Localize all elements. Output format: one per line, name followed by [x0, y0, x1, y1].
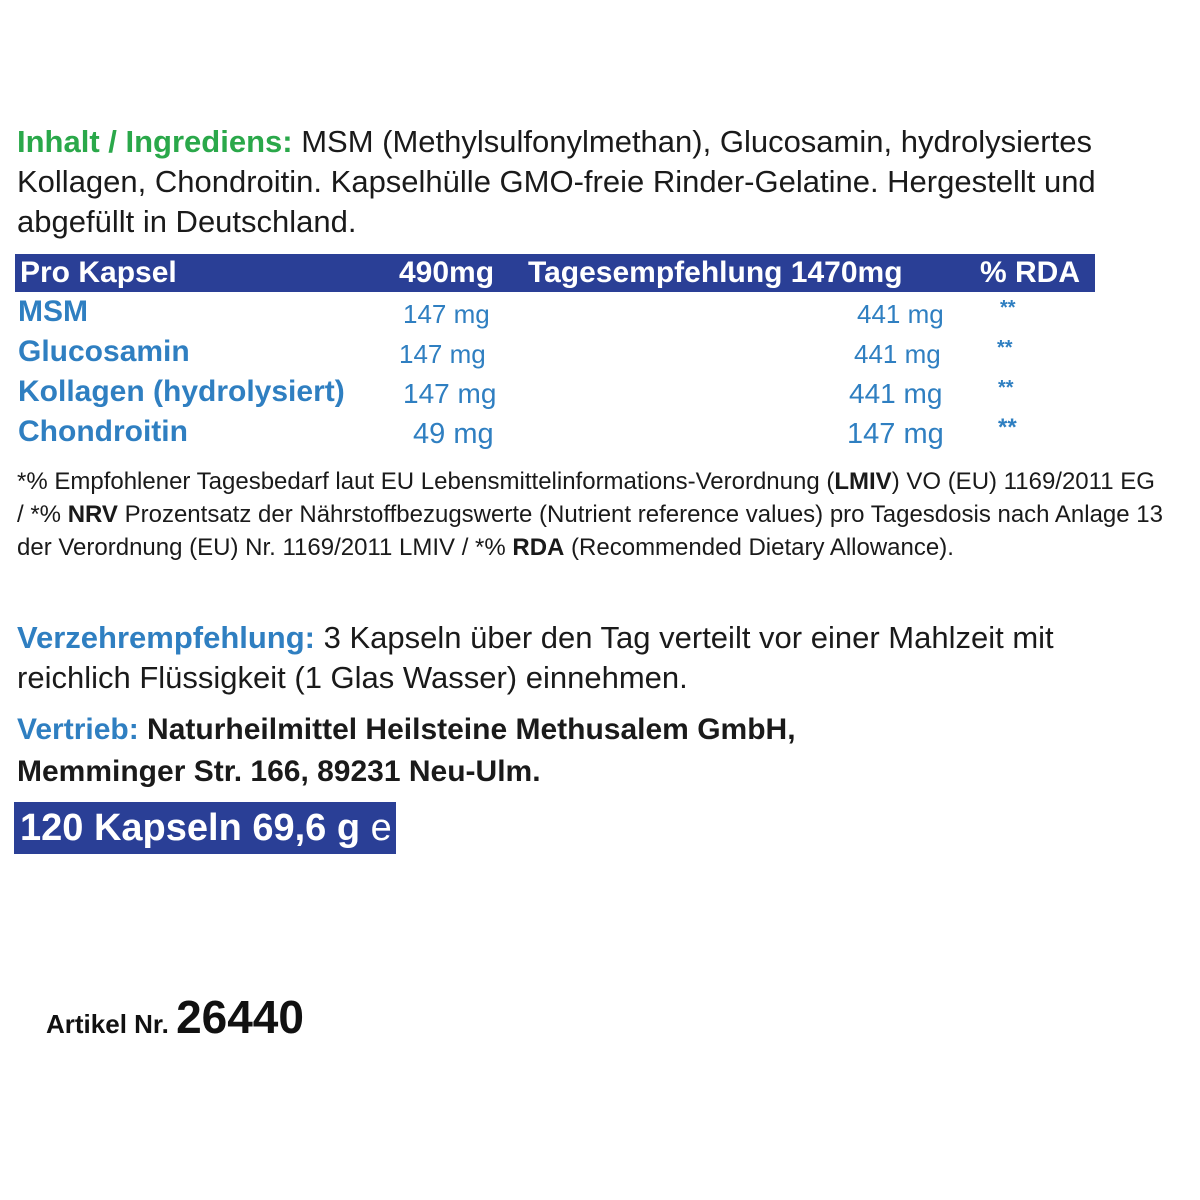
- dosage-text: 3 Kapseln über den Tag verteilt vor einer Mahlzeit mit reichlich Flüssigkeit (1 Glas Wasser) einnehmen.: [17, 620, 1054, 695]
- package-content: 120 Kapseln 69,6 g: [20, 807, 361, 849]
- footnote: [17, 465, 1167, 564]
- row-rda: **: [998, 414, 1017, 441]
- ingredients-section: [17, 122, 1167, 242]
- footnote-rda: RDA: [512, 534, 565, 561]
- row-name: Kollagen (hydrolysiert): [18, 375, 345, 408]
- package-suffix: e: [360, 807, 392, 849]
- row-per-capsule: 49 mg: [413, 418, 494, 450]
- table-row: [15, 372, 1095, 412]
- header-pro-kapsel: Pro Kapsel: [20, 256, 177, 289]
- header-rda: % RDA: [980, 256, 1081, 289]
- row-daily: 147 mg: [847, 418, 944, 450]
- row-per-capsule: 147 mg: [403, 378, 497, 409]
- footnote-text: Prozentsatz der Nährstoffbezugswerte (Nutrient reference values) pro Tagesdosis nach Anlage 13 der Verordnung (EU) Nr. 1169/2011 LMIV / *%: [17, 501, 1163, 561]
- package-content-badge: [14, 802, 396, 854]
- footnote-text: ) VO (EU) 1169/2011 EG / *%: [17, 468, 1155, 528]
- row-rda: **: [997, 337, 1013, 359]
- distribution-address: Memminger Str. 166, 89231 Neu-Ulm.: [17, 755, 541, 788]
- row-per-capsule: 147 mg: [403, 299, 490, 329]
- ingredients-label: Inhalt / Ingrediens:: [17, 124, 293, 159]
- footnote-nrv: NRV: [67, 501, 118, 528]
- ingredients-text: MSM (Methylsulfonylmethan), Glucosamin, hydrolysiertes Kollagen, Chondroitin. Kapselhülle GMO-freie Rinder-Gelatine. Hergestellt und abgefüllt in Deutschland.: [17, 124, 1096, 239]
- row-daily: 441 mg: [857, 299, 944, 329]
- row-daily: 441 mg: [849, 378, 943, 409]
- row-name: MSM: [18, 295, 88, 328]
- row-daily: 441 mg: [854, 339, 941, 369]
- dosage-label: Verzehrempfehlung:: [17, 620, 315, 655]
- header-mg-per-capsule: 490mg: [399, 256, 495, 289]
- footnote-lmiv: LMIV: [834, 468, 892, 495]
- article-number: [46, 990, 304, 1044]
- row-name: Glucosamin: [18, 335, 190, 368]
- nutrition-table: [15, 254, 1095, 452]
- table-row: [15, 332, 1095, 372]
- footnote-text: (Recommended Dietary Allowance).: [564, 534, 954, 561]
- table-row: [15, 292, 1095, 332]
- header-daily: Tagesempfehlung 1470mg: [528, 256, 903, 289]
- distribution-label: Vertrieb:: [17, 713, 139, 746]
- footnote-text: *% Empfohlener Tagesbedarf laut EU Lebensmittelinformations-Verordnung (: [17, 468, 835, 495]
- row-per-capsule: 147 mg: [399, 339, 486, 369]
- distribution-section: [17, 709, 1167, 793]
- table-row: [15, 412, 1095, 452]
- distribution-company: Naturheilmittel Heilsteine Methusalem GmbH,: [138, 713, 796, 746]
- article-value: 26440: [176, 991, 304, 1043]
- table-header: [15, 254, 1095, 292]
- row-name: Chondroitin: [18, 415, 188, 448]
- row-rda: **: [1000, 297, 1016, 319]
- article-label: Artikel Nr.: [46, 1009, 177, 1039]
- row-rda: **: [998, 377, 1014, 399]
- dosage-section: [17, 618, 1167, 698]
